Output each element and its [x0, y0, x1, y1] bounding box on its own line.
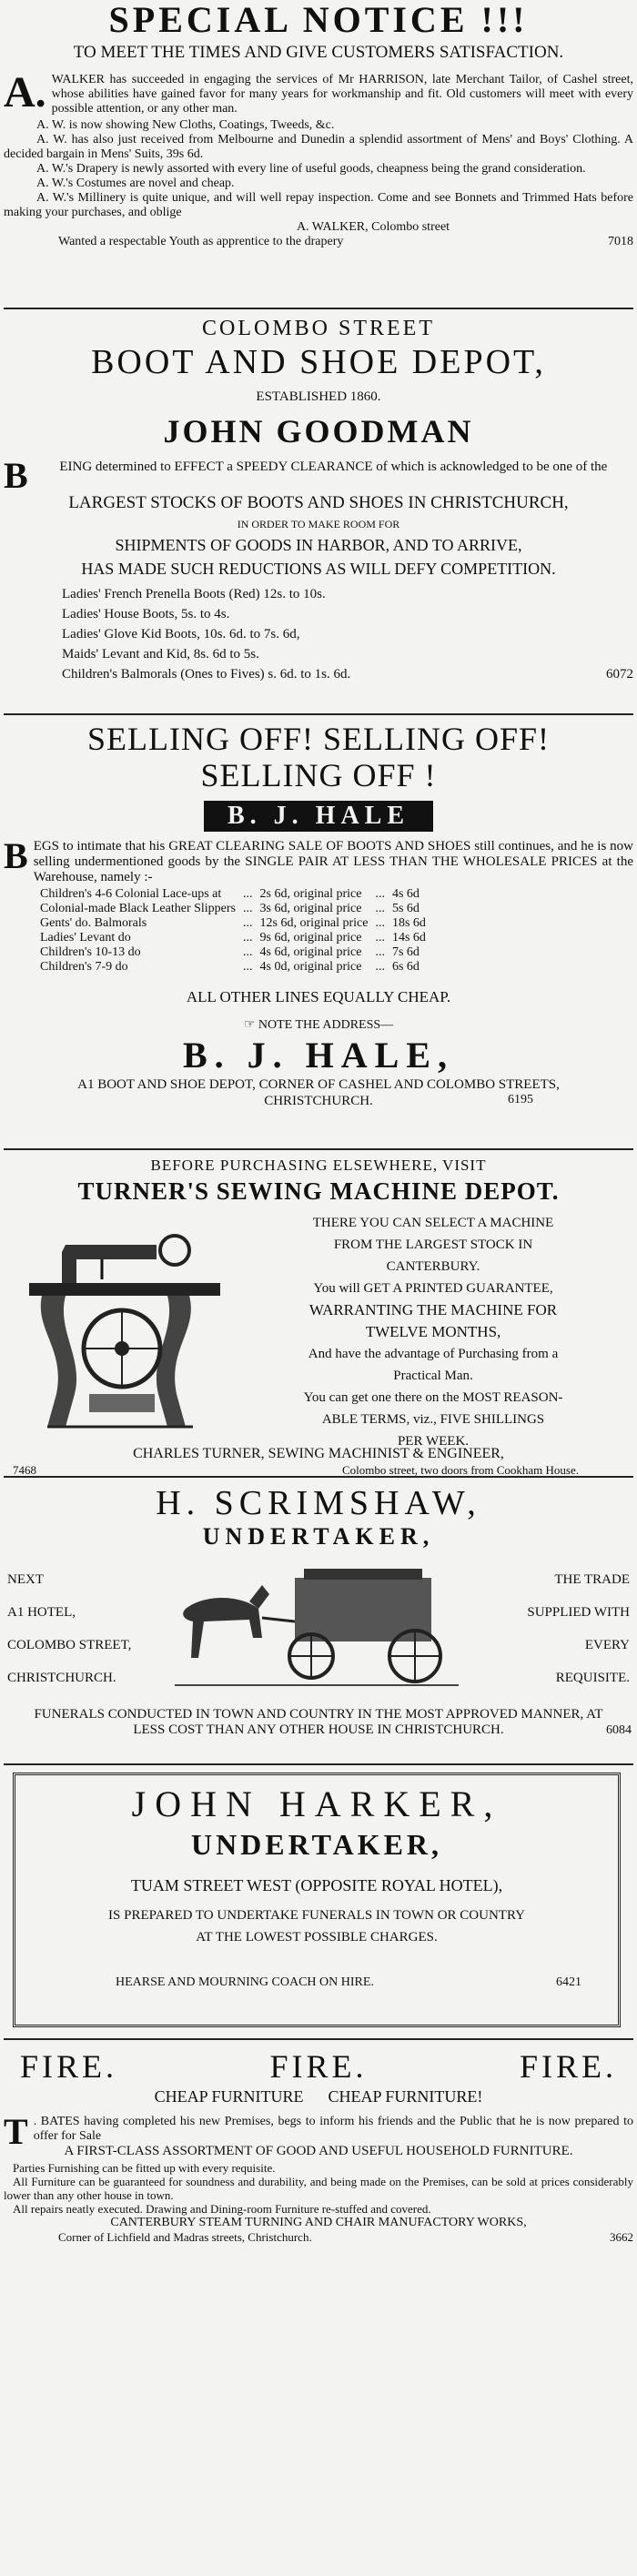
- notice-line: A. W.'s Drapery is newly assorted with every line of useful goods, cheapness being the grand consideration.: [36, 162, 586, 176]
- scrimshaw-left-line: COLOMBO STREET,: [7, 1638, 132, 1652]
- fire-line: All Furniture can be guaranteed for soundness and durability, and being made on the Premises, can be sold at prices considerably lower than any other house in town.: [4, 2175, 633, 2202]
- notice-line: A. W.'s Millinery is quite unique, and will well repay inspection. Come and see Bonnets and Trimmed Hats before making your purchases, and oblige: [4, 191, 633, 219]
- fire-headline: FIRE.: [269, 2048, 368, 2085]
- turner-lines: [242, 1212, 624, 1452]
- turner-line: You can get one there on the MOST REASON-: [303, 1390, 563, 1405]
- scrimshaw-ref: 6084: [606, 1723, 632, 1737]
- price-orig: 4s 6d: [391, 887, 420, 901]
- hale-ref: 6195: [508, 1093, 533, 1106]
- fire-footer-row: [4, 2230, 633, 2245]
- scrimshaw-left-line: CHRISTCHURCH.: [7, 1671, 116, 1685]
- goodman-intro: [4, 455, 633, 496]
- sewing-machine-illustration: [11, 1212, 238, 1440]
- hearse-illustration: [167, 1558, 468, 1694]
- divider: [4, 308, 633, 309]
- divider: [4, 2038, 633, 2040]
- hale-headline-2: SELLING OFF !: [200, 757, 437, 793]
- hand-pointer-icon: ☞: [243, 1018, 258, 1032]
- price-orig: 18s 6d: [391, 916, 426, 930]
- hale-ad: [4, 721, 633, 1145]
- harker-ref: 6421: [556, 1975, 581, 1989]
- price-now: 12s 6d, original price: [259, 916, 369, 930]
- harker-hearse: HEARSE AND MOURNING COACH ON HIRE.: [116, 1975, 374, 1989]
- fire-works: CANTERBURY STEAM TURNING AND CHAIR MANUFACTORY WORKS,: [110, 2216, 527, 2229]
- hale-name-banner: B. J. HALE: [204, 801, 433, 832]
- price-now: 4s 6d, original price: [259, 945, 362, 959]
- price-orig: 7s 6d: [391, 945, 420, 959]
- table-row: Children's 7-9 do ... 4s 0d, original price ... 6s 6d: [36, 960, 430, 975]
- hale-headline: SELLING OFF! SELLING OFF!: [86, 721, 550, 757]
- goodman-shipments: SHIPMENTS OF GOODS IN HARBOR, AND TO ARRIVE,: [115, 536, 522, 554]
- notice-ref: 7018: [608, 235, 633, 248]
- harker-lowest: AT THE LOWEST POSSIBLE CHARGES.: [196, 1930, 438, 1945]
- goodman-item: Maids' Levant and Kid, 8s. 6d to 5s.: [62, 647, 259, 662]
- turner-body: [4, 1207, 633, 1449]
- fire-line: Parties Furnishing can be fitted up with every requisite.: [13, 2161, 276, 2175]
- scrimshaw-funerals: FUNERALS CONDUCTED IN TOWN AND COUNTRY IN THE MOST APPROVED MANNER, AT LESS COST THAN ANY OTHER HOUSE IN CHRISTCHURCH.: [34, 1707, 603, 1737]
- price-orig: 5s 6d: [391, 902, 420, 915]
- scrimshaw-role: UNDERTAKER,: [202, 1523, 435, 1550]
- scrimshaw-name: H. SCRIMSHAW,: [156, 1484, 481, 1522]
- notice-title: SPECIAL NOTICE !!!: [108, 0, 529, 40]
- scrimshaw-right-line: SUPPLIED WITH: [527, 1605, 630, 1620]
- price-item: Children's 10-13 do: [40, 945, 141, 959]
- notice-wanted: Wanted a respectable Youth as apprentice to the drapery: [58, 235, 344, 248]
- price-item: Children's 7-9 do: [40, 960, 128, 974]
- notice-line: A. W.'s Costumes are novel and cheap.: [36, 177, 235, 190]
- turner-line: Practical Man.: [393, 1369, 473, 1383]
- scrimshaw-ad: [4, 1483, 633, 1760]
- price-now: 9s 6d, original price: [259, 931, 362, 945]
- goodman-item: Ladies' French Prenella Boots (Red) 12s. to 10s.: [62, 587, 326, 601]
- notice-subtitle: TO MEET THE TIMES AND GIVE CUSTOMERS SATISFACTION.: [73, 43, 564, 62]
- goodman-order: IN ORDER TO MAKE ROOM FOR: [237, 518, 400, 530]
- goodman-item: Ladies' Glove Kid Boots, 10s. 6d. to 7s. 6d,: [62, 627, 300, 641]
- price-now: 2s 6d, original price: [259, 887, 362, 901]
- fire-line: All repairs neatly executed. Drawing and Dining-room Furniture re-stuffed and covered.: [13, 2202, 431, 2216]
- turner-before: BEFORE PURCHASING ELSEWHERE, VISIT: [150, 1157, 487, 1174]
- fire-sub: CHEAP FURNITURE CHEAP FURNITURE!: [154, 2087, 483, 2106]
- price-item: Gents' do. Balmorals: [40, 916, 147, 930]
- goodman-kicker: COLOMBO STREET: [201, 317, 435, 340]
- scrimshaw-left-line: NEXT: [7, 1572, 44, 1587]
- price-item: Children's 4-6 Colonial Lace-ups at: [40, 887, 222, 901]
- table-row: Gents' do. Balmorals ... 12s 6d, original price ... 18s 6d: [36, 916, 430, 931]
- harker-prepared: IS PREPARED TO UNDERTAKE FUNERALS IN TOWN OR COUNTRY: [108, 1908, 525, 1923]
- walker-notice-ad: [4, 0, 633, 306]
- hale-note: NOTE THE ADDRESS—: [258, 1018, 394, 1032]
- turner-ad: [4, 1156, 633, 1477]
- hale-address: A1 BOOT AND SHOE DEPOT, CORNER OF CASHEL AND COLOMBO STREETS, CHRISTCHURCH.: [77, 1077, 560, 1108]
- table-row: Ladies' Levant do ... 9s 6d, original price ... 14s 6d: [36, 931, 430, 945]
- price-item: Ladies' Levant do: [40, 931, 131, 945]
- goodman-ref: 6072: [606, 667, 633, 682]
- hale-name: B. J. HALE,: [182, 1035, 455, 1076]
- notice-line: A. W. has also just received from Melbourne and Dunedin a splendid assortment of Mens' and Boys' Clothing. A decided bargain in Mens' Suits, 39s 6d.: [4, 133, 633, 161]
- hale-all-other: ALL OTHER LINES EQUALLY CHEAP.: [186, 988, 451, 1005]
- goodman-item-row: [62, 664, 633, 684]
- price-now: 3s 6d, original price: [259, 902, 362, 915]
- notice-wanted-row: [4, 235, 633, 249]
- scrimshaw-left-line: A1 HOTEL,: [7, 1605, 76, 1620]
- divider: [4, 1763, 633, 1765]
- bates-fire-ad: [4, 2047, 633, 2571]
- notice-lines: [4, 118, 633, 249]
- price-item: Colonial-made Black Leather Slippers: [40, 902, 236, 915]
- goodman-item: Children's Balmorals (Ones to Fives) s. 6d. to 1s. 6d.: [62, 667, 351, 682]
- turner-signoff: CHARLES TURNER, SEWING MACHINIST & ENGINEER,: [133, 1446, 504, 1461]
- turner-line: And have the advantage of Purchasing from a: [308, 1347, 559, 1361]
- fire-ref: 3662: [610, 2230, 633, 2244]
- turner-line: TWELVE MONTHS,: [365, 1323, 501, 1340]
- harker-ad: [13, 1773, 621, 2027]
- turner-line: FROM THE LARGEST STOCK IN: [333, 1237, 533, 1252]
- turner-line: You will GET A PRINTED GUARANTEE,: [313, 1281, 553, 1296]
- turner-line: CANTERBURY.: [386, 1259, 480, 1274]
- scrimshaw-right-line: REQUISITE.: [555, 1671, 630, 1685]
- notice-dropcap: A.: [4, 68, 46, 116]
- goodman-made: HAS MADE SUCH REDUCTIONS AS WILL DEFY COMPETITION.: [81, 560, 556, 578]
- turner-line: ABLE TERMS, viz., FIVE SHILLINGS: [321, 1412, 545, 1427]
- goodman-intro-text: EING determined to EFFECT a SPEEDY CLEARANCE of which is acknowledged to be one of the: [59, 460, 608, 474]
- goodman-dropcap: B: [4, 455, 28, 496]
- goodman-established: ESTABLISHED 1860.: [256, 389, 381, 404]
- table-row: Children's 4-6 Colonial Lace-ups at ... 2s 6d, original price ... 4s 6d: [36, 887, 430, 902]
- turner-address: Colombo street, two doors from Cookham House.: [342, 1463, 579, 1477]
- notice-signature: A. WALKER, Colombo street: [296, 220, 450, 234]
- hale-dropcap: B: [4, 835, 28, 876]
- turner-title: TURNER'S SEWING MACHINE DEPOT.: [77, 1177, 560, 1205]
- scrimshaw-right: [475, 1563, 630, 1694]
- scrimshaw-right-line: EVERY: [584, 1638, 630, 1652]
- goodman-ad: [4, 315, 633, 712]
- fire-assortment: A FIRST-CLASS ASSORTMENT OF GOOD AND USEFUL HOUSEHOLD FURNITURE.: [64, 2144, 573, 2158]
- hale-price-table: [36, 887, 430, 975]
- turner-line: PER WEEK.: [397, 1434, 470, 1449]
- harker-address: TUAM STREET WEST (OPPOSITE ROYAL HOTEL),: [130, 1876, 503, 1894]
- hale-banner: [4, 801, 633, 832]
- hale-intro-text: EGS to intimate that his GREAT CLEARING SALE OF BOOTS AND SHOES still continues, and he is now selling undermentioned goods by the SINGLE PAIR AT LESS THAN THE WHOLESALE PRICES at the Warehouse, namely :-: [33, 839, 633, 884]
- goodman-title: BOOT AND SHOE DEPOT,: [91, 343, 546, 381]
- harker-role: UNDERTAKER,: [190, 1828, 443, 1861]
- divider: [4, 713, 633, 715]
- fire-headline-row: [4, 2047, 633, 2086]
- fire-dropcap: T: [4, 2111, 28, 2152]
- goodman-largest: LARGEST STOCKS OF BOOTS AND SHOES IN CHRISTCHURCH,: [68, 493, 569, 512]
- fire-corner: Corner of Lichfield and Madras streets, Christchurch.: [58, 2230, 312, 2244]
- price-now: 4s 0d, original price: [259, 960, 362, 974]
- notice-body-first: WALKER has succeeded in engaging the services of Mr HARRISON, late Merchant Tailor, of Cashel street, whose abilities have gained favor for many years for workmanship and fit. Old customers will meet with every possible attention, or any other man.: [51, 73, 633, 116]
- divider: [4, 1148, 633, 1150]
- divider: [4, 1476, 633, 1478]
- hale-intro: [4, 835, 633, 885]
- price-orig: 6s 6d: [391, 960, 420, 974]
- turner-ref: 7468: [13, 1463, 36, 1477]
- goodman-item: Ladies' House Boots, 5s. to 4s.: [62, 607, 230, 621]
- hale-note-row: [4, 1016, 633, 1035]
- table-row: Children's 10-13 do ... 4s 6d, original price ... 7s 6d: [36, 945, 430, 960]
- goodman-items: [4, 584, 633, 684]
- table-row: Colonial-made Black Leather Slippers ... 3s 6d, original price ... 5s 6d: [36, 902, 430, 916]
- notice-body: [4, 68, 633, 116]
- harker-footer-row: [15, 1974, 618, 1992]
- harker-name: JOHN HARKER,: [131, 1783, 502, 1824]
- scrimshaw-left: [7, 1563, 162, 1694]
- price-orig: 14s 6d: [391, 931, 426, 945]
- scrimshaw-body: [4, 1558, 633, 1700]
- notice-line: A. W. is now showing New Cloths, Coatings, Tweeds, &c.: [36, 118, 335, 132]
- fire-headline: FIRE.: [20, 2048, 118, 2085]
- scrimshaw-right-line: THE TRADE: [554, 1572, 630, 1587]
- fire-intro-text: . BATES having completed his new Premises, begs to inform his friends and the Public that he is now prepared to offer for Sale: [33, 2115, 633, 2143]
- goodman-name: JOHN GOODMAN: [163, 413, 474, 450]
- fire-headline: FIRE.: [519, 2048, 617, 2085]
- turner-line: THERE YOU CAN SELECT A MACHINE: [312, 1216, 554, 1230]
- fire-lines: [4, 2161, 633, 2216]
- turner-line: WARRANTING THE MACHINE FOR: [308, 1301, 558, 1318]
